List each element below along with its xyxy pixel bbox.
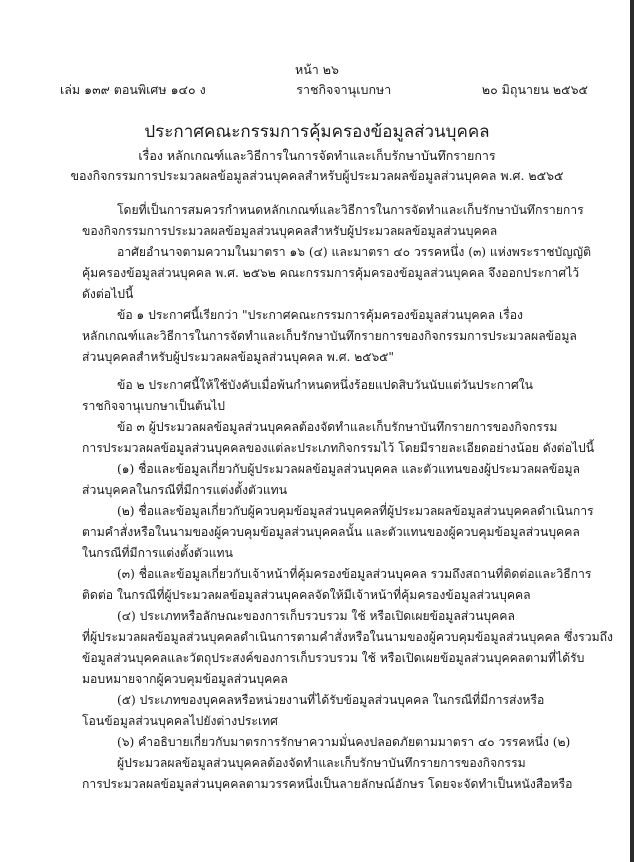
paragraph: [82, 564, 592, 606]
volume-info: เล่ม ๑๓๙ ตอนพิเศษ ๑๔๐ ง: [60, 82, 206, 97]
paragraph-line: ข้อ ๑ ประกาศนี้เรียกว่า "ประกาศคณะกรรมการคุ้มครองข้อมูลส่วนบุคคล เรื่อง: [117, 308, 524, 322]
paragraph-line: ส่วนบุคคลในกรณีที่มีการแต่งตั้งตัวแทน: [82, 483, 288, 497]
paragraph-line: หลักเกณฑ์และวิธีการในการจัดทำและเก็บรักษาบันทึกรายการของกิจกรรมการประมวลผลข้อมูล: [82, 329, 577, 343]
paragraph-line: ที่ผู้ประมวลผลข้อมูลส่วนบุคคลดำเนินการตามคำสั่งหรือในนามของผู้ควบคุมข้อมูลส่วนบุคคล ซึ่งรวมถึง: [82, 630, 613, 644]
document-subject-line-1: เรื่อง หลักเกณฑ์และวิธีการในการจัดทำและเก็บรักษาบันทึกรายการ: [138, 148, 496, 163]
paragraph-line: ตามคำสั่งหรือในนามของผู้ควบคุมข้อมูลส่วนบุคคลนั้น และตัวแทนของผู้ควบคุมข้อมูลส่วนบุคคล: [82, 525, 580, 539]
paragraph-line: ข้อ ๒ ประกาศนี้ให้ใช้บังคับเมื่อพ้นกำหนดหนึ่งร้อยแปดสิบวันนับแต่วันประกาศใน: [117, 378, 533, 392]
paragraph-line: (๖) คำอธิบายเกี่ยวกับมาตรการรักษาความมั่นคงปลอดภัยตามมาตรา ๔๐ วรรคหนึ่ง (๒): [117, 735, 571, 749]
paragraph: [82, 242, 591, 305]
paragraph-line: (๔) ประเภทหรือลักษณะของการเก็บรวบรวม ใช้ หรือเปิดเผยข้อมูลส่วนบุคคล: [117, 609, 515, 623]
paragraph: [82, 417, 595, 459]
gazette-name: ราชกิจจานุเบกษา: [296, 82, 392, 97]
paragraph-line: (๑) ชื่อและข้อมูลเกี่ยวกับผู้ประมวลผลข้อมูลส่วนบุคคล และตัวแทนของผู้ประมวลผลข้อมูล: [117, 462, 580, 476]
paragraph-line: (๒) ชื่อและข้อมูลเกี่ยวกับผู้ควบคุมข้อมูลส่วนบุคคลที่ผู้ประมวลผลข้อมูลส่วนบุคคลดำเนินการ: [117, 504, 594, 518]
paragraph-line: การประมวลผลข้อมูลส่วนบุคคลตามวรรคหนึ่งเป็นลายลักษณ์อักษร โดยจะจัดทำเป็นหนังสือหรือ: [82, 777, 573, 791]
paragraph-line: (๕) ประเภทของบุคคลหรือหน่วยงานที่ได้รับข้อมูลส่วนบุคคล ในกรณีที่มีการส่งหรือ: [117, 693, 545, 707]
paragraph-line: การประมวลผลข้อมูลส่วนบุคคลของแต่ละประเภทกิจกรรมไว้ โดยมีรายละเอียดอย่างน้อย ดังต่อไปนี้: [82, 441, 595, 455]
gazette-header: [60, 80, 588, 100]
paragraph-line: (๓) ชื่อและข้อมูลเกี่ยวกับเจ้าหน้าที่คุ้มครองข้อมูลส่วนบุคคล รวมถึงสถานที่ติดต่อและวิธีการ: [117, 567, 592, 581]
paragraph: [82, 459, 584, 501]
paragraph: [82, 732, 584, 753]
paragraph: [82, 501, 594, 564]
paragraph-line: โดยที่เป็นการสมควรกำหนดหลักเกณฑ์และวิธีการในการจัดทำและเก็บรักษาบันทึกรายการ: [117, 203, 584, 217]
paragraph-line: คุ้มครองข้อมูลส่วนบุคคล พ.ศ. ๒๕๖๒ คณะกรรมการคุ้มครองข้อมูลส่วนบุคคล จึงออกประกาศไว้: [82, 266, 580, 280]
paragraph-line: มอบหมายจากผู้ควบคุมข้อมูลส่วนบุคคล: [82, 672, 288, 686]
paragraph: [82, 305, 584, 368]
paragraph-line: ข้อมูลส่วนบุคคลและวัตถุประสงค์ของการเก็บรวบรวม ใช้ หรือเปิดเผยข้อมูลส่วนบุคคลตามที่ได้รับ: [82, 651, 585, 665]
paragraph-line: ดังต่อไปนี้: [82, 287, 134, 301]
paragraph: [82, 753, 584, 795]
paragraph-line: อาศัยอำนาจตามความในมาตรา ๑๖ (๔) และมาตรา ๔๐ วรรคหนึ่ง (๓) แห่งพระราชบัญญัติ: [117, 245, 591, 259]
paragraph-line: โอนข้อมูลส่วนบุคคลไปยังต่างประเทศ: [82, 714, 278, 728]
paragraph: [82, 375, 584, 417]
paragraph: [82, 690, 584, 732]
paragraph-line: ข้อ ๓ ผู้ประมวลผลข้อมูลส่วนบุคคลต้องจัดทำและเก็บรักษาบันทึกรายการของกิจกรรม: [117, 420, 558, 434]
paragraph: [82, 200, 584, 242]
page-number: หน้า ๒๖: [295, 62, 339, 77]
publication-date: ๒๐ มิถุนายน ๒๕๖๕: [481, 82, 588, 97]
paragraph-line: ติดต่อ ในกรณีที่ผู้ประมวลผลข้อมูลส่วนบุคคลจัดให้มีเจ้าหน้าที่คุ้มครองข้อมูลส่วนบุคคล: [82, 588, 531, 602]
paragraph-line: ส่วนบุคคลสำหรับผู้ประมวลผลข้อมูลส่วนบุคคล พ.ศ. ๒๕๖๕": [82, 350, 395, 364]
document-title: ประกาศคณะกรรมการคุ้มครองข้อมูลส่วนบุคคล: [144, 122, 490, 142]
paragraph-line: ในกรณีที่มีการแต่งตั้งตัวแทน: [82, 546, 233, 560]
paragraph-line: ผู้ประมวลผลข้อมูลส่วนบุคคลต้องจัดทำและเก็บรักษาบันทึกรายการของกิจกรรม: [117, 756, 526, 770]
document-subject-line-2: ของกิจกรรมการประมวลผลข้อมูลส่วนบุคคลสำหรับผู้ประมวลผลข้อมูลส่วนบุคคล พ.ศ. ๒๕๖๕: [70, 168, 564, 183]
paragraph-line: ราชกิจจานุเบกษาเป็นต้นไป: [82, 399, 226, 413]
paragraph: [82, 606, 613, 690]
paragraph-line: ของกิจกรรมการประมวลผลข้อมูลส่วนบุคคลสำหรับผู้ประมวลผลข้อมูลส่วนบุคคล: [82, 224, 498, 238]
